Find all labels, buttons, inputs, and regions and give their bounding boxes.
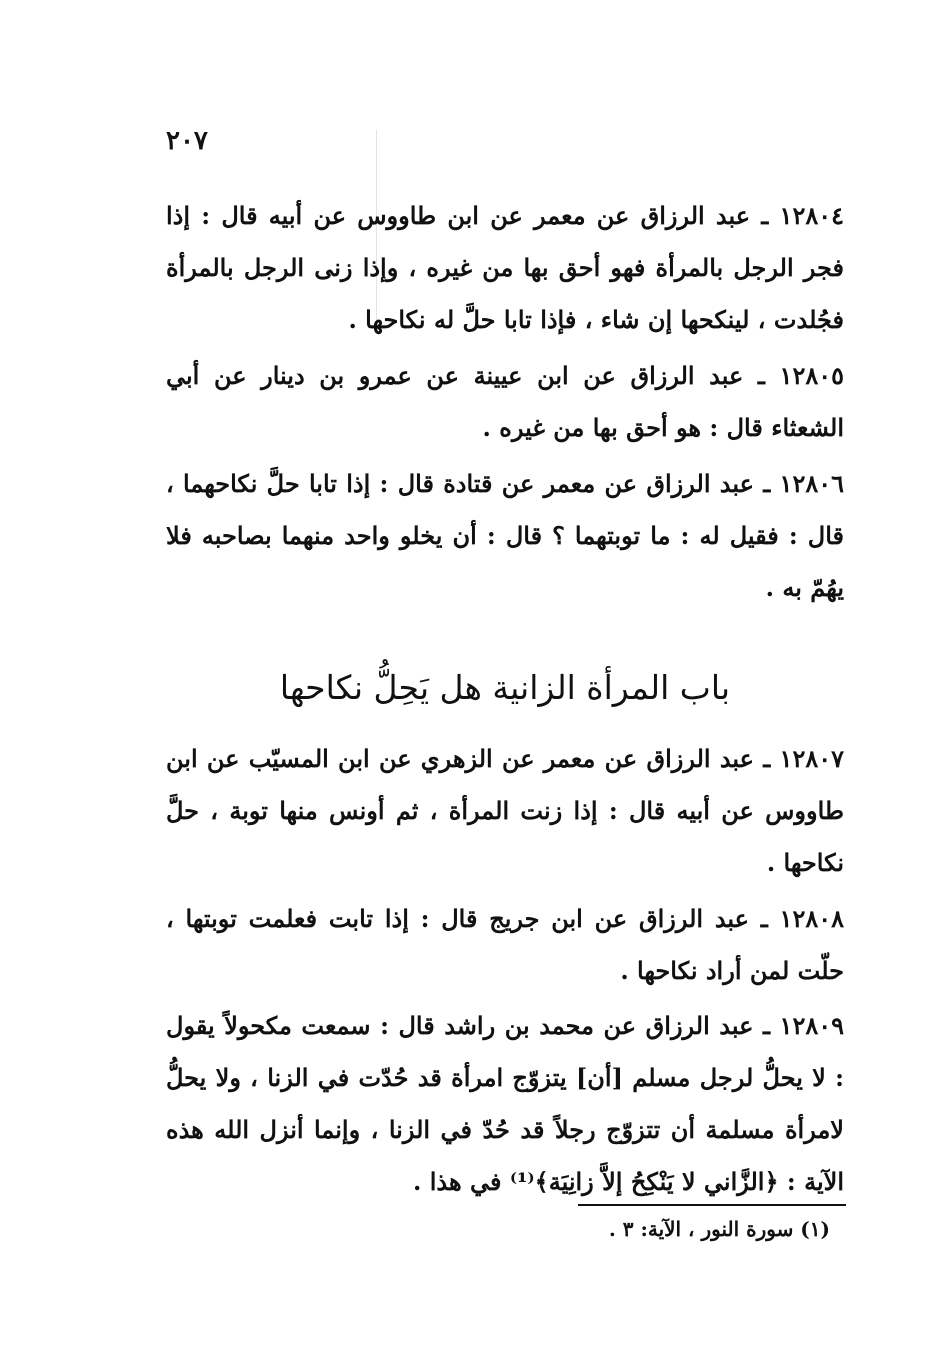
hadith-12807: ١٢٨٠٧ ـ عبد الرزاق عن معمر عن الزهري عن ابن المسيّب عن ابن طاووس عن أبيه قال : إذا زنت المرأة ، ثم أونس منها توبة ، حلَّ نكاحها . [166,744,844,877]
page-number: ٢٠٧ [166,126,208,156]
footnote-divider [578,1204,846,1206]
hadith-12804: ١٢٨٠٤ ـ عبد الرزاق عن معمر عن ابن طاووس عن أبيه قال : إذا فجر الرجل بالمرأة فهو أحق بها من غيره ، وإذا زنى الرجل بالمرأة فجُلدت ، لينكحها إن شاء ، فإذا تابا حلَّ له نكاحها . [166,201,844,334]
section-title: باب المرأة الزانية هل يَحِلُّ نكاحها [279,668,731,707]
hadith-12808: ١٢٨٠٨ ـ عبد الرزاق عن ابن جريج قال : إذا تابت فعلمت توبتها ، حلّت لمن أراد نكاحها . [166,904,844,985]
hadith-12809: ١٢٨٠٩ ـ عبد الرزاق عن محمد بن راشد قال : سمعت مكحولاً يقول : لا يحلُّ لرجل مسلم [أن] يتزوّج امرأة قد حُدّت في الزنا ، ولا يحلُّ لامرأة مسلمة أن تتزوّج رجلاً قد حُدّ في الزنا ، وإنما أنزل الله هذه الآية : ﴿الزَّاني لا يَنْكِحُ إلاَّ زانِيَة﴾⁽¹⁾ في هذا . [166,1011,844,1196]
hadith-12805: ١٢٨٠٥ ـ عبد الرزاق عن ابن عيينة عن عمرو بن دينار عن أبي الشعثاء قال : هو أحق بها من غيره . [166,361,844,442]
hadith-12806: ١٢٨٠٦ ـ عبد الرزاق عن معمر عن قتادة قال : إذا تابا حلَّ نكاحهما ، قال : فقيل له : ما توبتهما ؟ قال : أن يخلو واحد منهما بصاحبه فلا يهُمّ به . [166,469,844,602]
footnote: (١) سورة النور ، الآية: ٣ . [608,1217,830,1241]
